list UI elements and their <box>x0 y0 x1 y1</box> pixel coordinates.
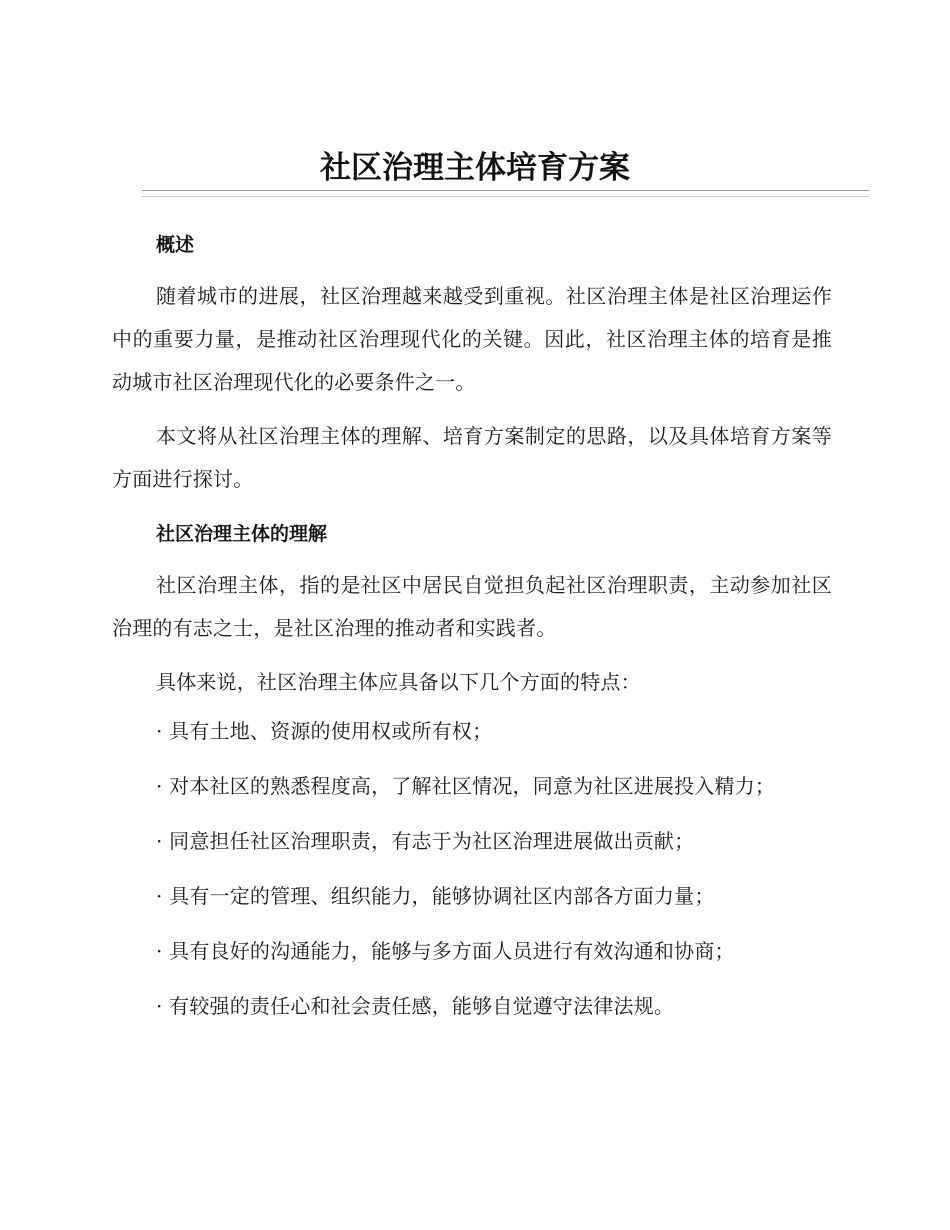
section-heading-overview: 概述 <box>156 234 195 256</box>
list-item: · 有较强的责任心和社会责任感，能够自觉遵守法律法规。 <box>156 994 675 1018</box>
document-body <box>112 226 832 1034</box>
document-title: 社区治理主体培育方案 <box>320 150 630 186</box>
list-item: · 对本社区的熟悉程度高，了解社区情况，同意为社区进展投入精力； <box>156 774 776 798</box>
list-item: · 具有良好的沟通能力，能够与多方面人员进行有效沟通和协商； <box>156 939 735 963</box>
understanding-paragraph-1: 社区治理主体，指的是社区中居民自觉担负起社区治理职责，主动参加社区治理的有志之士，是社区治理的推动者和实践者。 <box>112 573 832 640</box>
understanding-paragraph-2: 具体来说，社区治理主体应具备以下几个方面的特点： <box>156 670 641 694</box>
list-item: · 同意担任社区治理职责，有志于为社区治理进展做出贡献； <box>156 829 695 853</box>
overview-paragraph-2: 本文将从社区治理主体的理解、培育方案制定的思路，以及具体培育方案等方面进行探讨。 <box>112 424 832 491</box>
list-item: · 具有一定的管理、组织能力，能够协调社区内部各方面力量； <box>156 884 715 908</box>
overview-paragraph-1: 随着城市的进展，社区治理越来越受到重视。社区治理主体是社区治理运作中的重要力量，是推动社区治理现代化的关键。因此，社区治理主体的培育是推动城市社区治理现代化的必要条件之一。 <box>112 284 832 394</box>
list-item: · 具有土地、资源的使用权或所有权； <box>156 719 493 743</box>
title-divider <box>142 190 869 197</box>
section-heading-understanding: 社区治理主体的理解 <box>156 523 328 545</box>
